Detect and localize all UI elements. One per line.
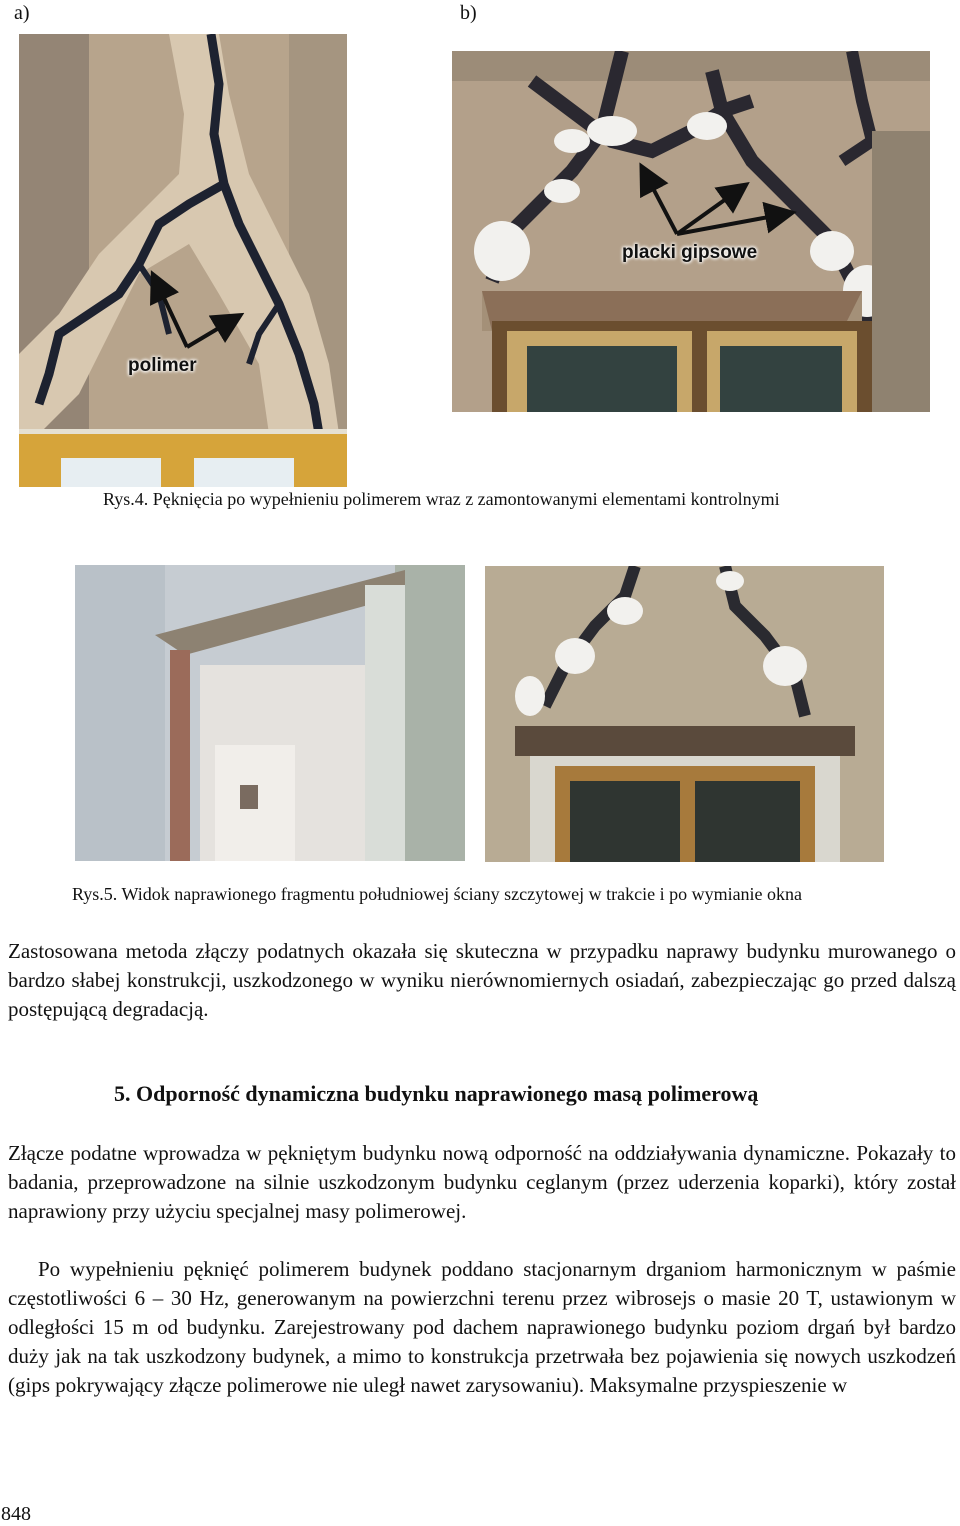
figure4-label-a: a) <box>14 2 30 24</box>
body-paragraph-2: Złącze podatne wprowadza w pękniętym budynku nową odporność na oddziaływania dynamiczne. Pokazały to badania, przeprowadzone na silnie uszkodzonym budynku ceglanym (przez uderzenia koparki), który został naprawiony przy użyciu specjalnej masy polimerowej. <box>8 1141 956 1223</box>
section-heading: 5. Odporność dynamiczna budynku naprawionego masą polimerową <box>114 1081 759 1106</box>
arrows-a <box>19 34 347 487</box>
photo-window-replaced <box>485 566 884 862</box>
arrows-b <box>452 51 930 412</box>
annotation-placki-gipsowe: placki gipsowe <box>622 242 758 263</box>
annotation-polimer: polimer <box>128 355 197 376</box>
body-paragraph-3: Po wypełnieniu pęknięć polimerem budynek poddano stacjonarnym drganiom harmonicznym w paśmie częstotliwości 6 – 30 Hz, generowanym na powierzchni terenu przez wibrosejs o masie 20 T, ustawionym w odległości 15 m od budynku. Zarejestrowany pod dachem naprawionego budynku poziom drgań był bardzo duży jak na tak uszkodzony budynek, a mimo to konstrukcja przetrwała bez pojawienia się nowych uszkodzeń (gips pokrywający złącze polimerowe nie uległ nawet zarysowaniu). Maksymalne przyspieszenie w <box>8 1257 956 1397</box>
figure4-caption: Rys.4. Pęknięcia po wypełnieniu polimerem wraz z zamontowanymi elementami kontrolnymi <box>103 489 780 509</box>
figure4-label-b: b) <box>460 2 477 24</box>
figure5-caption: Rys.5. Widok naprawionego fragmentu południowej ściany szczytowej w trakcie i po wymianie okna <box>72 884 803 904</box>
photo-window-removed <box>75 565 465 861</box>
body-paragraph-1: Zastosowana metoda złączy podatnych okazała się skuteczna w przypadku naprawy budynku murowanego o bardzo słabej konstrukcji, uszkodzonego w wyniku nierównomiernych osiadań, zabezpieczając go przed dalszą postępującą degradacją. <box>8 939 956 1021</box>
page-number: 848 <box>1 1503 31 1525</box>
